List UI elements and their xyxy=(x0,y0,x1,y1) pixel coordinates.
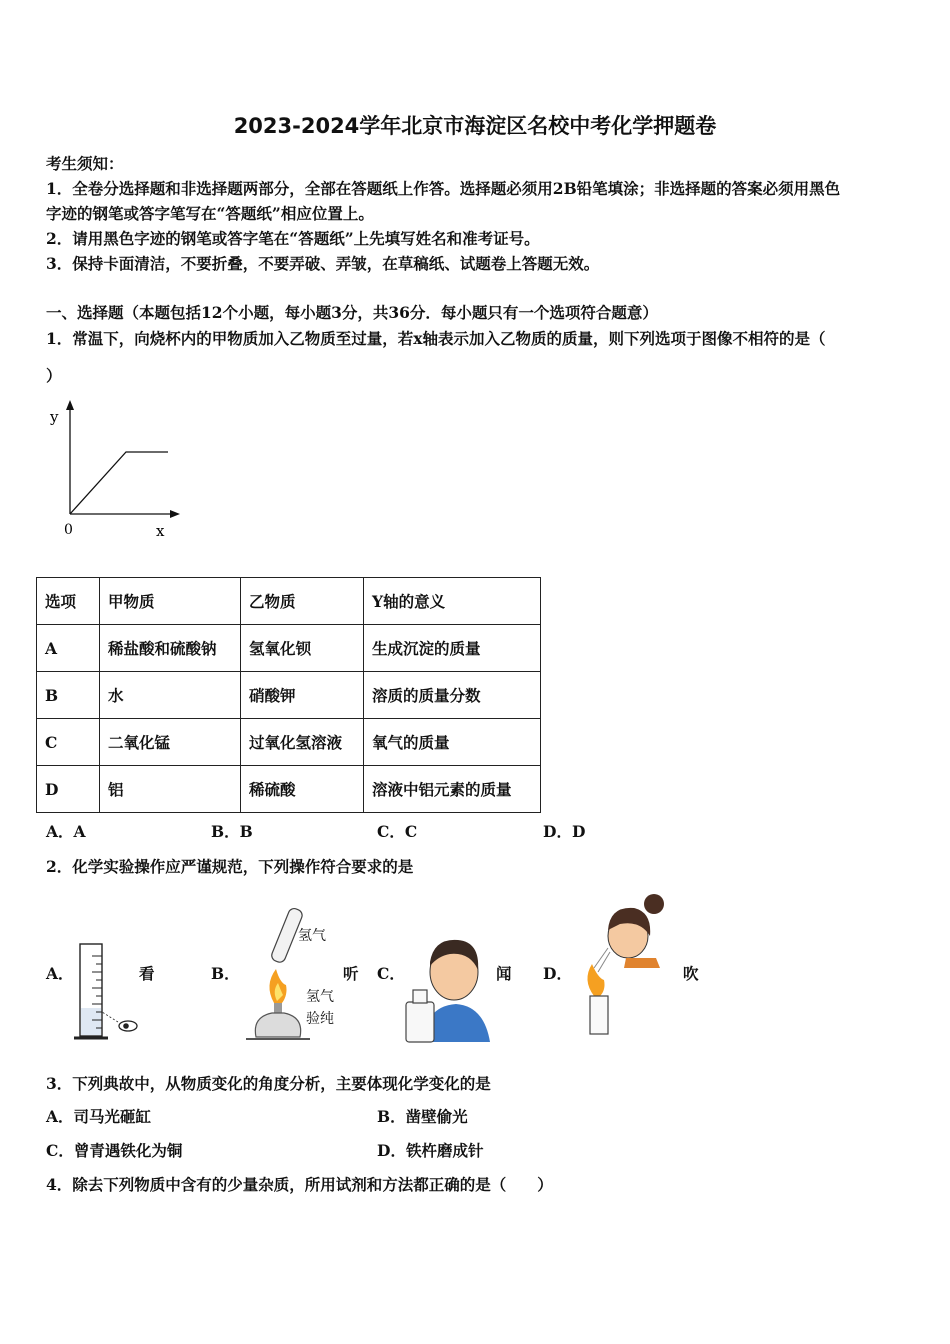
table-header-row xyxy=(37,578,541,625)
q1-option-b: B．B xyxy=(211,822,253,841)
notice-item: 2．请用黑色字迹的钢笔或答字笔在“答题纸”上先填写姓名和准考证号。 xyxy=(46,229,540,248)
table-cell: 溶液中铝元素的质量 xyxy=(364,766,541,813)
q1-option-a: A．A xyxy=(46,822,86,841)
table-cell: 氢氧化钡 xyxy=(241,625,364,672)
table-header-cell: 甲物质 xyxy=(100,578,241,625)
bottle-icon xyxy=(406,1002,434,1042)
table-cell: 过氧化氢溶液 xyxy=(241,719,364,766)
breath-lines xyxy=(594,948,610,972)
notice-item: 字迹的钢笔或答字笔写在“答题纸”相应位置上。 xyxy=(46,204,374,223)
measuring-cylinder-illustration xyxy=(72,938,142,1044)
tube-label: 氢气 xyxy=(298,928,326,944)
graph-curve xyxy=(70,452,168,514)
table-cell: 铝 xyxy=(100,766,241,813)
eye-icon xyxy=(102,1012,137,1031)
q3-option-b: B．凿壁偷光 xyxy=(377,1107,468,1126)
table-header-cell: Y轴的意义 xyxy=(364,578,541,625)
table-cell: 稀盐酸和硫酸钠 xyxy=(100,625,241,672)
table-cell: A xyxy=(37,625,100,672)
table-cell: 氧气的质量 xyxy=(364,719,541,766)
candle-flame-icon xyxy=(587,964,604,996)
q2-option-a-letter: A． xyxy=(46,964,74,983)
table-row xyxy=(37,766,541,813)
smelling-bottle-illustration xyxy=(400,932,496,1044)
q1-option-c: C．C xyxy=(377,822,418,841)
table-cell: 溶质的质量分数 xyxy=(364,672,541,719)
question-4-stem: 4．除去下列物质中含有的少量杂质，所用试剂和方法都正确的是（ ） xyxy=(46,1175,553,1194)
table-header-cell: 选项 xyxy=(37,578,100,625)
table-cell: 水 xyxy=(100,672,241,719)
q3-option-a: A．司马光砸缸 xyxy=(46,1107,152,1126)
blowing-candle-illustration xyxy=(570,884,680,1040)
notice-item: 3．保持卡面清洁，不要折叠，不要弄破、弄皱，在草稿纸、试题卷上答题无效。 xyxy=(46,254,600,273)
table-cell: C xyxy=(37,719,100,766)
question-1-stem-end: ） xyxy=(46,366,62,385)
q2-option-c-caption: 闻 xyxy=(496,964,512,983)
q3-option-d: D．铁杵磨成针 xyxy=(377,1141,484,1160)
table-cell: 生成沉淀的质量 xyxy=(364,625,541,672)
table-cell: 稀硫酸 xyxy=(241,766,364,813)
q3-option-c: C．曾青遇铁化为铜 xyxy=(46,1141,183,1160)
page-title: 2023-2024学年北京市海淀区名校中考化学押题卷 xyxy=(233,114,717,138)
table-row xyxy=(37,719,541,766)
lamp-label-1: 氢气 xyxy=(306,989,334,1005)
graph-origin-label: 0 xyxy=(64,522,73,538)
graph-y-label: y xyxy=(50,408,59,426)
q2-option-d-caption: 吹 xyxy=(683,964,699,983)
question-3-stem: 3．下列典故中，从物质变化的角度分析，主要体现化学变化的是 xyxy=(46,1074,491,1093)
question-2-stem: 2．化学实验操作应严谨规范，下列操作符合要求的是 xyxy=(46,857,414,876)
x-axis-arrow xyxy=(170,510,180,518)
q2-option-a-caption: 看 xyxy=(139,964,155,983)
table-row xyxy=(37,672,541,719)
table-cell: D xyxy=(37,766,100,813)
q1-option-d: D．D xyxy=(543,822,586,841)
lamp-label-2: 验纯 xyxy=(306,1011,334,1027)
section-heading: 一、选择题（本题包括12个小题，每小题3分，共36分．每小题只有一个选项符合题意） xyxy=(46,303,658,322)
q1-options-table xyxy=(36,577,541,813)
q1-graph xyxy=(40,398,190,544)
table-cell: B xyxy=(37,672,100,719)
q2-option-c-letter: C． xyxy=(377,964,405,983)
table-cell: 二氧化锰 xyxy=(100,719,241,766)
candle-icon xyxy=(590,996,608,1034)
q2-option-b-caption: 听 xyxy=(343,964,359,983)
notice-item: 1．全卷分选择题和非选择题两部分，全部在答题纸上作答。选择题必须用2B铅笔填涂；非选择题的答案必须用黑色 xyxy=(46,179,841,198)
notice-heading: 考生须知： xyxy=(46,154,124,173)
q2-option-d-letter: D． xyxy=(543,964,572,983)
graph-x-label: x xyxy=(156,522,165,540)
q2-option-b-letter: B． xyxy=(211,964,240,983)
y-axis-arrow xyxy=(66,400,74,410)
table-header-cell: 乙物质 xyxy=(241,578,364,625)
question-1-stem: 1．常温下，向烧杯内的甲物质加入乙物质至过量，若x轴表示加入乙物质的质量，则下列选项于图像不相符的是（ xyxy=(46,329,826,348)
table-row xyxy=(37,625,541,672)
table-cell: 硝酸钾 xyxy=(241,672,364,719)
lamp-body xyxy=(255,1013,300,1037)
